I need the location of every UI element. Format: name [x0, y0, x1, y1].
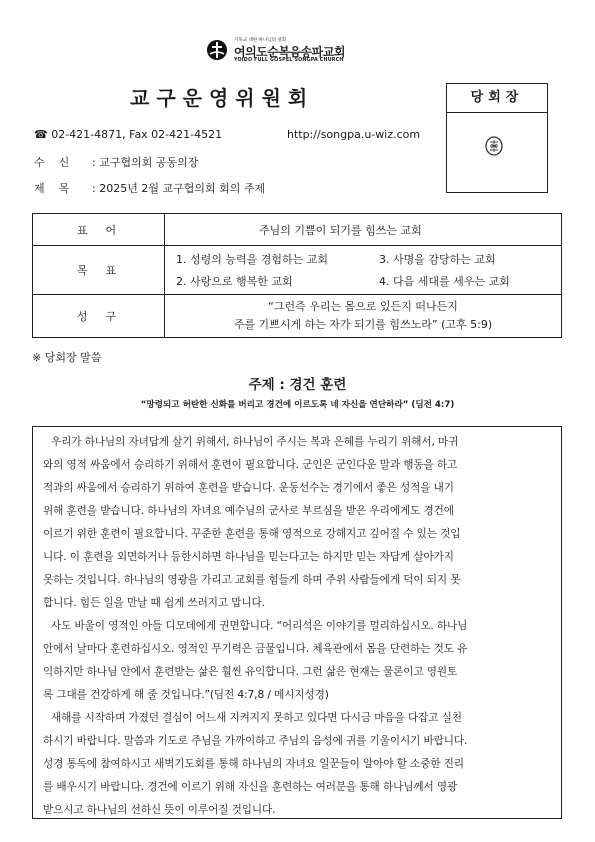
subject-label: 제 목: [34, 182, 70, 195]
message-body: [32, 426, 562, 819]
body-line: 를 배우시기 바랍니다. 경건에 이르기 위해 자신을 훈련하는 여러분을 통해 하나님께서 영광: [43, 781, 458, 793]
verse-line: 주를 기쁘시게 하는 자가 되기를 힘쓰노라” (고후 5:9): [233, 318, 493, 331]
goal-item: 2. 사랑으로 행복한 교회: [176, 275, 293, 288]
verse-line: “그런즉 우리는 몸으로 있든지 떠나든지: [268, 300, 458, 313]
subject-line: 제 목 : 2025년 2월 교구협의회 회의 주제: [34, 182, 266, 195]
body-line: 받으시고 하나님의 선하신 뜻이 이루어질 것입니다.: [43, 804, 276, 816]
goals-cell: [165, 246, 562, 295]
table-row: [33, 246, 562, 295]
phone-icon: ☎: [34, 128, 48, 141]
body-line: 안에서 날마다 훈련하십시오. 영적인 무기력은 금물입니다. 체육관에서 몸을 단련하는 것도 유: [43, 643, 468, 655]
body-line: 이르기 위한 훈련이 필요합니다. 꾸준한 훈련을 통해 영적으로 강해지고 깊어질 수 있는 것입: [43, 528, 461, 540]
theme-title: 주제 : 경건 훈련: [248, 377, 347, 393]
table-row: [33, 295, 562, 338]
recipient-line: 수 신 : 교구협의회 공동의장: [34, 156, 199, 169]
document-title: 교구운영위원회: [130, 86, 315, 110]
website-url[interactable]: http://songpa.u-wiz.com: [287, 128, 421, 141]
body-line: 와의 영적 싸움에서 승리하기 위해서 훈련이 필요합니다. 군인은 군인다운 말과 행동을 하고: [43, 459, 458, 471]
theme-verse: “망령되고 허탄한 신화를 버리고 경건에 이르도록 네 자신을 연단하라” (딤전 4:7): [140, 400, 455, 410]
body-line: 사도 바울이 영적인 아들 디모데에게 권면합니다. “어리석은 이야기를 멀리하십시오. 하나님: [51, 620, 468, 632]
church-emblem-icon: [206, 39, 228, 61]
church-info-table: [32, 213, 562, 338]
body-line: 익하지만 하나님 안에서 훈련받는 삶은 훨씬 유익합니다. 그런 삶은 현재는 물론이고 영원토: [43, 666, 458, 678]
slogan-label: 표어: [33, 214, 165, 246]
goal-item: 4. 다음 세대를 세우는 교회: [379, 275, 510, 288]
goals-label: 목표: [33, 246, 165, 295]
recipient-label: 수 신: [34, 156, 70, 169]
body-line: 적과의 싸움에서 승리하기 위하여 훈련을 받습니다. 운동선수는 경기에서 좋은 성적을 내기: [43, 482, 454, 494]
approval-label: 당회장: [447, 84, 547, 113]
body-line: 록 그대를 건강하게 해 줄 것입니다.”(딤전 4:7,8 / 메시지성경): [43, 689, 329, 701]
verse-cell: [165, 295, 562, 338]
table-row: [33, 214, 562, 246]
body-line: 합니다. 힘든 일을 만날 때 쉽게 쓰러지고 맙니다.: [43, 597, 265, 609]
logo-motto: 기독교 대한 하나님의 성회: [234, 38, 287, 43]
body-line: 하시기 바랍니다. 말씀과 기도로 주님을 가까이하고 주님의 음성에 귀를 기울이시기 바랍니다.: [43, 735, 468, 747]
body-line: 못하는 것입니다. 하나님의 영광을 가리고 교회를 힘들게 하며 주위 사람들에게 덕이 되지 못: [43, 574, 461, 586]
goal-item: 1. 성령의 능력을 경험하는 교회: [176, 253, 328, 266]
body-line: 새해를 시작하며 가졌던 결심이 어느새 지켜지지 못하고 있다면 다시금 마음을 다잡고 실천: [51, 712, 462, 724]
pastor-seal-icon: [485, 136, 503, 156]
verse-label: 성구: [33, 295, 165, 338]
body-line: 우리가 하나님의 자녀답게 살기 위해서, 하나님이 주시는 복과 은혜를 누리기 위해서, 마귀: [51, 436, 459, 448]
contact-numbers: 02-421-4871, Fax 02-421-4521: [51, 128, 223, 141]
recipient-value: 교구협의회 공동의장: [99, 156, 199, 169]
goal-item: 3. 사명을 감당하는 교회: [379, 253, 496, 266]
subject-value: 2025년 2월 교구협의회 회의 주제: [99, 182, 266, 195]
logo-church-name: 여의도순복음송파교회: [234, 45, 345, 59]
body-line: 위해 훈련을 받습니다. 하나님의 자녀요 예수님의 군사로 부르심을 받은 우리에게도 경건에: [43, 505, 454, 517]
slogan-value: 주님의 기쁨이 되기를 힘쓰는 교회: [165, 214, 562, 246]
logo-church-name-en: YOIDO FULL GOSPEL SONGPA CHURCH: [234, 58, 344, 63]
church-logo: [206, 37, 396, 65]
section-note: ※ 당회장 말씀: [32, 351, 102, 364]
contact-line: [34, 128, 222, 141]
approval-box: [446, 83, 548, 193]
body-line: 니다. 이 훈련을 외면하거나 등한시하면 하나님을 믿는다고는 하지만 믿는 자답게 살아가지: [43, 551, 454, 563]
body-line: 성경 통독에 참여하시고 새벽기도회를 통해 하나님의 자녀요 일꾼들이 알아야 할 소중한 진리: [43, 758, 465, 770]
